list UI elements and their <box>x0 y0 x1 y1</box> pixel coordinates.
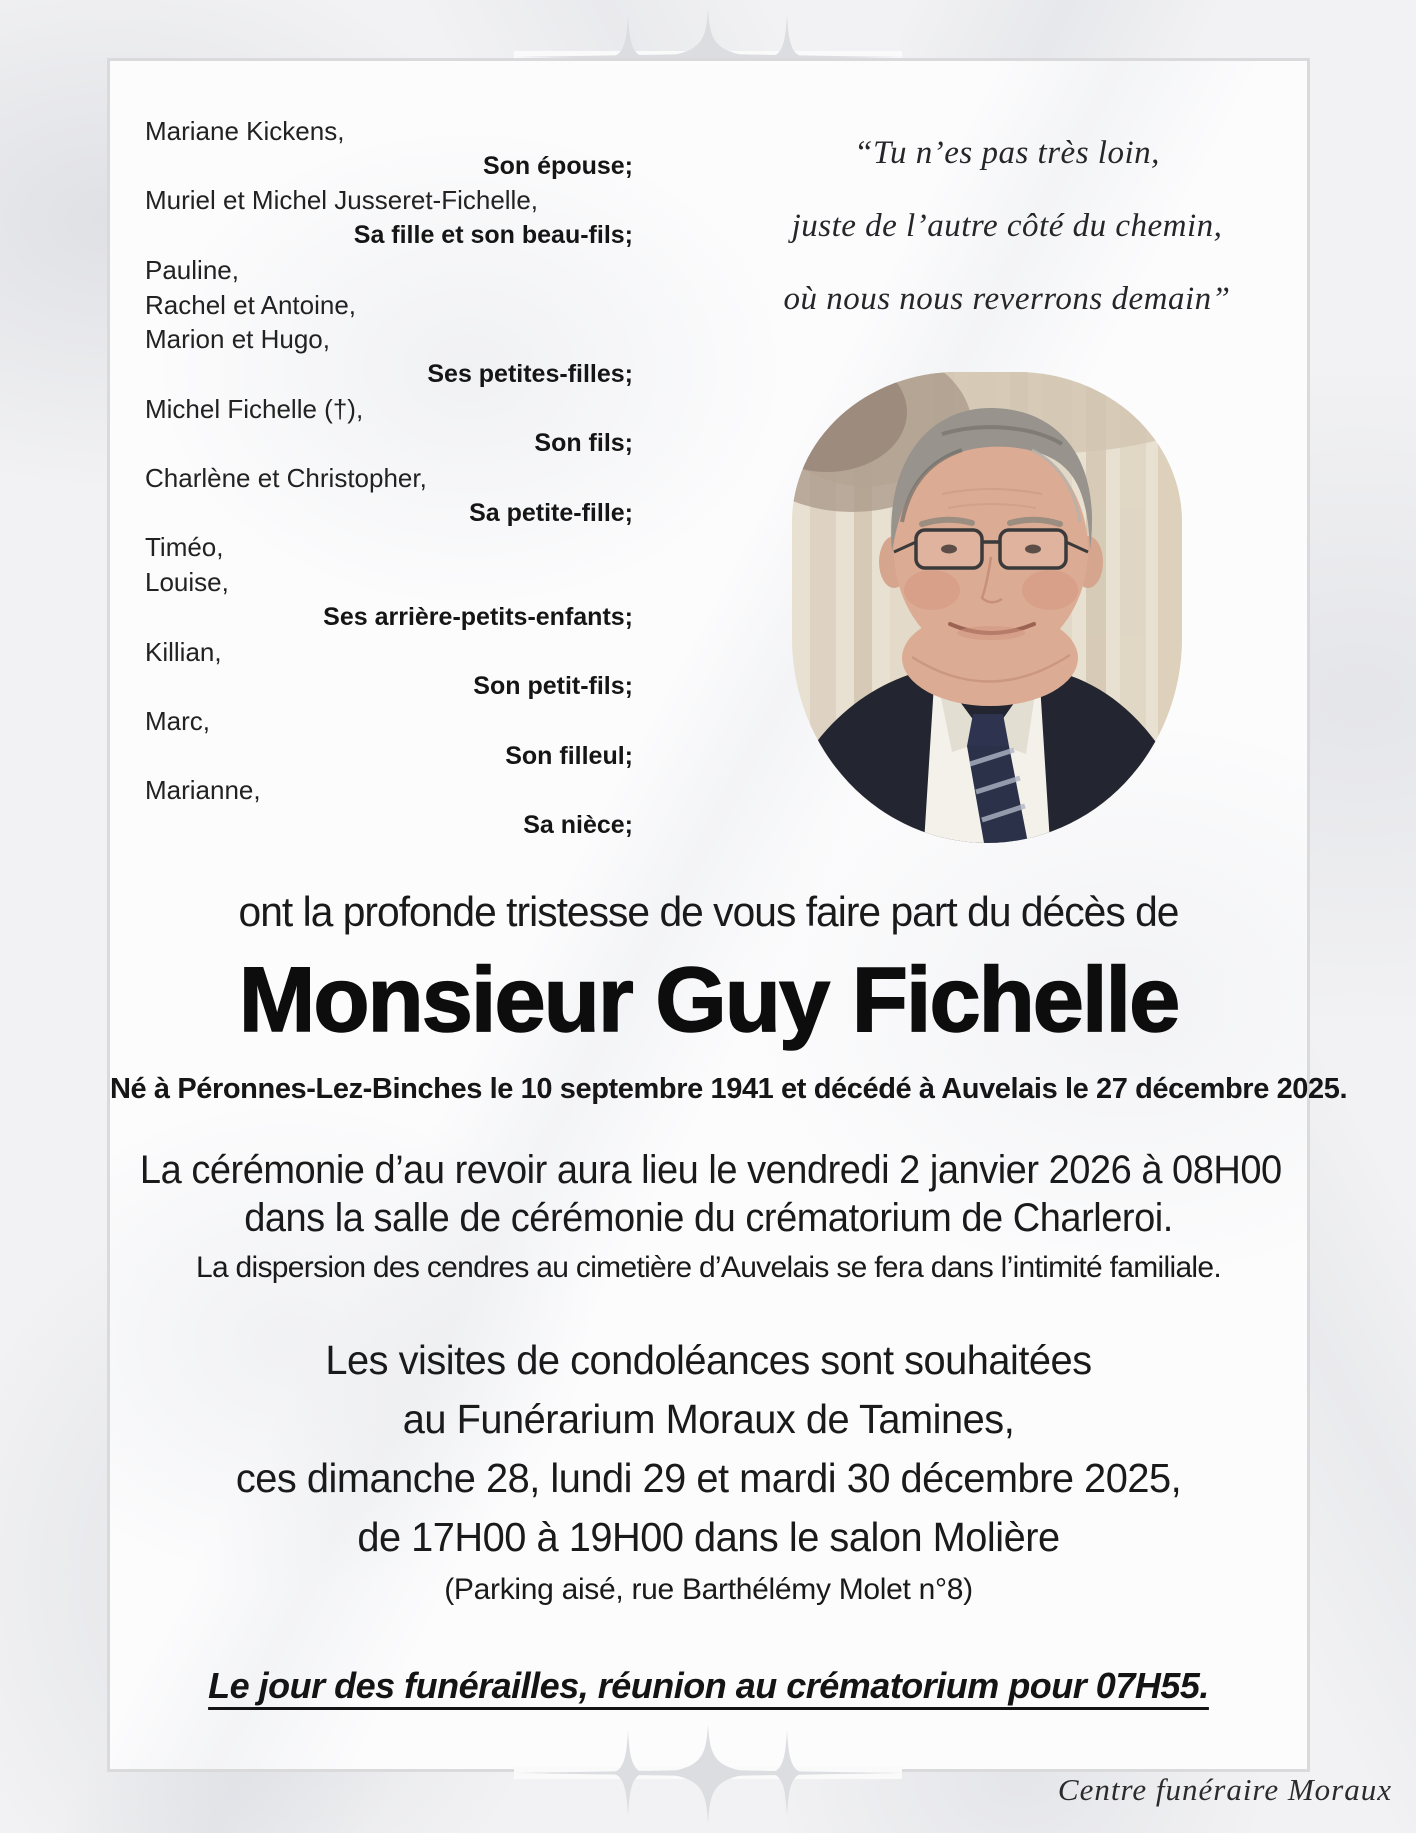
family-relation: Ses petites-filles; <box>427 359 633 388</box>
announcement-text: ont la profonde tristesse de vous faire part du décès de <box>238 888 1179 935</box>
family-relation: Son épouse; <box>482 151 633 180</box>
ashes-dispersion-note: La dispersion des cendres au cimetière d’Auvelais se fera dans l’intimité familiale. <box>195 1251 1222 1284</box>
ceremony-line: La cérémonie d’au revoir aura lieu le vendredi 2 janvier 2026 à 08H00 <box>139 1148 1282 1192</box>
family-member: Pauline, <box>145 254 239 285</box>
sparkle-divider-bottom <box>508 1713 908 1833</box>
family-member: Muriel et Michel Jusseret-Fichelle, <box>145 185 539 216</box>
memorial-quote <box>702 117 1312 336</box>
funeral-meeting-note: Le jour des funérailles, réunion au crématorium pour 07H55. <box>208 1665 1209 1706</box>
family-member: Charlène et Christopher, <box>145 463 427 494</box>
visits-line: ces dimanche 28, lundi 29 et mardi 30 décembre 2025, <box>235 1455 1182 1501</box>
family-member: Killian, <box>145 636 222 667</box>
family-relation: Sa fille et son beau-fils; <box>353 221 633 250</box>
quote-line: “Tu n’es pas très loin, <box>854 135 1160 171</box>
condolence-visits <box>128 1331 1289 1567</box>
life-dates: Né à Péronnes-Lez-Binches le 10 septembre 1941 et décédé à Auvelais le 27 décembre 2025. <box>110 1073 1348 1105</box>
parking-note: (Parking aisé, rue Barthélémy Molet n°8) <box>444 1573 973 1606</box>
family-member: Marianne, <box>145 775 261 806</box>
family-relation: Sa petite-fille; <box>469 498 633 527</box>
portrait-photo <box>792 372 1182 843</box>
family-relation: Ses arrière-petits-enfants; <box>323 602 633 631</box>
family-relation: Son fils; <box>534 429 633 458</box>
family-relation: Sa nièce; <box>523 811 633 840</box>
family-member: Marc, <box>145 705 210 736</box>
family-list <box>145 114 633 843</box>
visits-line: de 17H00 à 19H00 dans le salon Molière <box>357 1514 1060 1560</box>
family-member: Marion et Hugo, <box>145 324 330 355</box>
ceremony-line: dans la salle de cérémonie du crématorium de Charleroi. <box>244 1196 1173 1240</box>
quote-line: où nous nous reverrons demain” <box>783 281 1231 317</box>
deceased-name: Monsieur Guy Fichelle <box>238 949 1179 1051</box>
funeral-home-signature: Centre funéraire Moraux <box>1057 1772 1392 1807</box>
family-relation: Son filleul; <box>505 741 633 770</box>
visits-line: au Funérarium Moraux de Tamines, <box>402 1396 1015 1442</box>
family-member: Louise, <box>145 567 229 598</box>
ceremony-details <box>139 1146 1282 1242</box>
family-relation: Son petit-fils; <box>473 672 633 701</box>
quote-line: juste de l’autre côté du chemin, <box>791 208 1223 244</box>
family-member: Timéo, <box>145 532 224 563</box>
announcement-card <box>107 58 1348 1772</box>
family-member: Mariane Kickens, <box>145 116 345 146</box>
visits-line: Les visites de condoléances sont souhaitées <box>325 1337 1092 1383</box>
family-member: Michel Fichelle (†), <box>145 393 364 424</box>
family-member: Rachel et Antoine, <box>145 289 357 320</box>
